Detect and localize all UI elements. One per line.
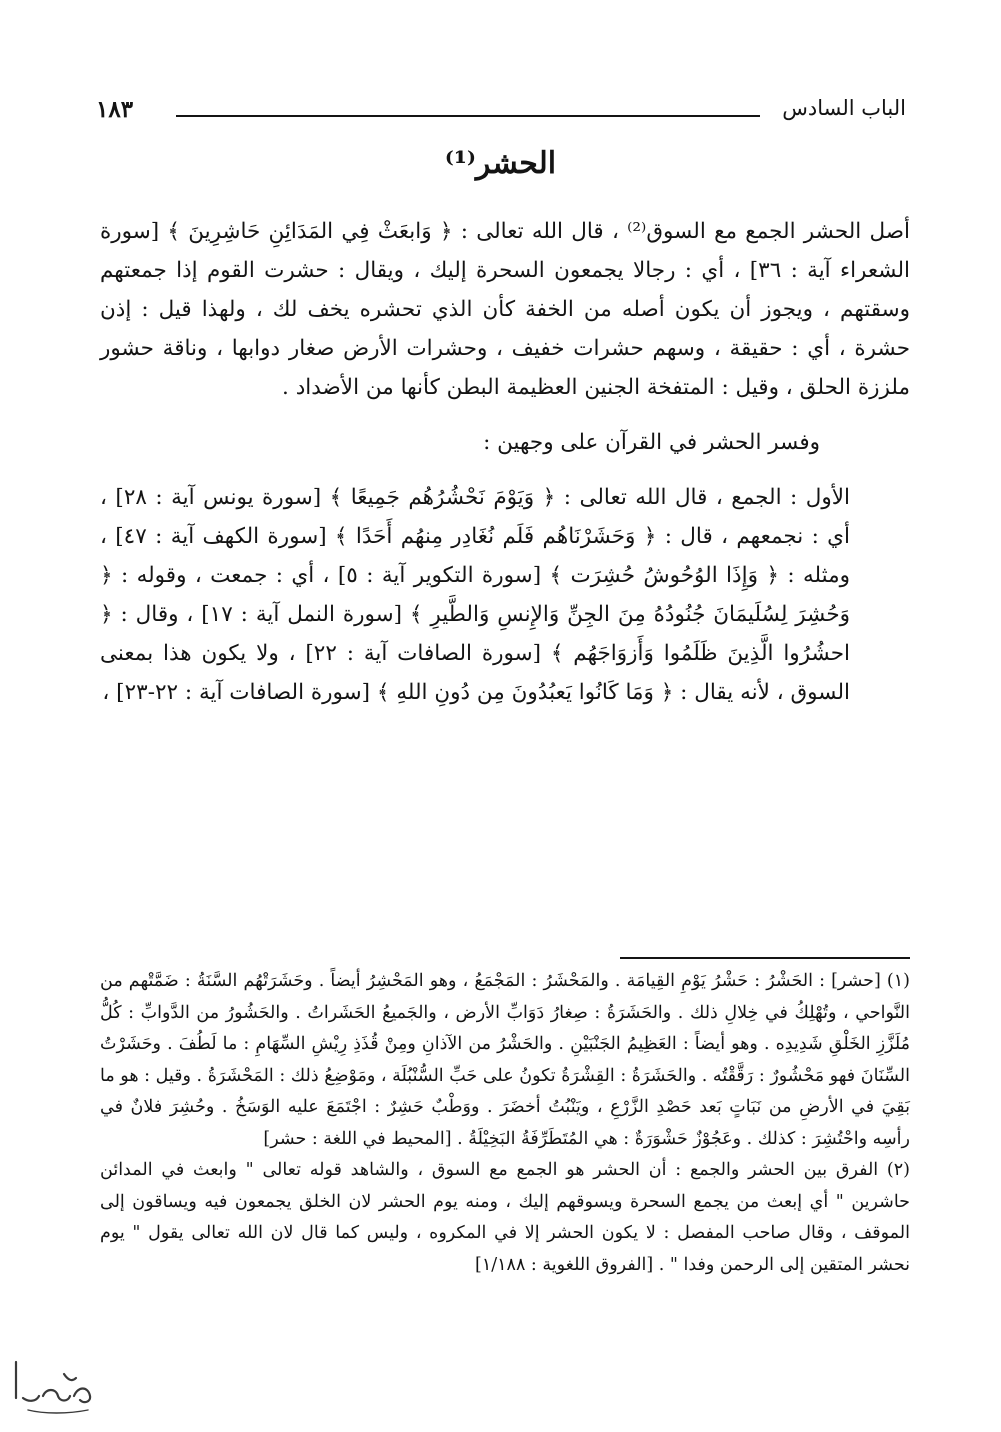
paragraph-gap — [100, 407, 910, 423]
paragraph-origin: أصل الحشر الجمع مع السوق⁽²⁾ ، قال الله تعالى : ﴿ وَابعَثْ فِي المَدَائِنِ حَاشِرِينَ ﴾ [سورة الشعراء آية : ٣٦] ، أي : رجالا يجمعون السحرة إليك ، ويقال : حشرت القوم إذا جمعتهم وسقتهم ، ويجوز أن يكون أصله من الخفة كأن الذي تحشره يخف لك ، ولهذا قيل : إذن حشرة ، أي : حقيقة ، وسهم حشرات خفيف ، وحشرات الأرض صغار دوابها ، وناقة حشور ملززة الحلق ، وقيل : المتفخة الجنين العظيمة البطن كأنها من الأضداد . — [100, 219, 910, 400]
footnote-2: (٢) الفرق بين الحشر والجمع : أن الحشر هو الجمع مع السوق ، والشاهد قوله تعالى " وابعث في المدائن حاشرين " أي إبعث من يجمع السحرة ويسوقهم إليك ، ومنه يوم الحشر لان الخلق يجمعون فيه ويساقون إلى الموقف ، وقال صاحب المفصل : لا يكون الحشر إلا في المكروه ، وليس كما قال لان الله تعالى يقول " يوم نحشر المتقين إلى الرحمن وفدا " . [الفروق اللغوية : ١/١٨٨] — [100, 1160, 910, 1275]
paragraph-gap — [100, 462, 910, 478]
page-header — [96, 96, 906, 126]
footnote-rule — [620, 957, 910, 959]
chapter-title: الباب السادس — [782, 96, 906, 120]
header-rule — [176, 115, 760, 117]
paragraph-interpretation-intro: وفسر الحشر في القرآن على وجهين : — [483, 430, 820, 455]
page-number: ١٨٣ — [96, 96, 134, 123]
footnotes — [100, 966, 910, 1281]
paragraph-first-meaning: الأول : الجمع ، قال الله تعالى : ﴿ وَيَوْمَ نَحْشُرُهُم جَمِيعًا ﴾ [سورة يونس آية : ٢٨] ، أي : نجمعهم ، قال : ﴿ وَحَشَرْنَاهُم فَلَم نُغَادِر مِنهُم أَحَدًا ﴾ [سورة الكهف آية : ٤٧] ، ومثله : ﴿ وَإِذَا الوُحُوشُ حُشِرَت ﴾ [سورة التكوير آية : ٥] ، أي : جمعت ، وقوله : ﴿ وَحُشِرَ لِسُلَيمَانَ جُنُودُهُ مِنَ الجِنِّ وَالإِنسِ وَالطَّيرِ ﴾ [سورة النمل آية : ١٧] ، وقال : ﴿ احشُرُوا الَّذِينَ ظَلَمُوا وَأَزوَاجَهُم ﴾ [سورة الصافات آية : ٢٢] ، ولا يكون هذا بمعنى السوق ، لأنه يقال : ﴿ وَمَا كَانُوا يَعبُدُونَ مِن دُونِ اللهِ ﴾ [سورة الصافات آية : ٢٢-٢٣] ، — [100, 485, 850, 705]
footnote-1: (١) [حشر] : الحَشْرُ : حَشْرُ يَوْمِ القِيامَة . والمَحْشَرُ : المَجْمَعُ ، وهو المَحْشِرُ أيضاً . وحَشَرَتْهُم السَّنَةُ : ضَمَّتْهم من النَّواحي ، وتُهْلِكُ في خِلالِ ذلك . والحَشَرَةُ : صِغارُ دَوَابِّ الأرض ، والجَميعُ الحَشَراتُ . والحَشُورُ من الدَّوابِّ : كُلُّ مُلَزَّزِ الخَلْقِ شَدِيدِه . وهو أيضاً : العَظِيمُ الجَنْبَيْنِ . والحَشْرُ من الآذانِ ومِنْ قُذَذِ رِيْشِ السِّهَامِ : ما لَطُفَ . وحَشَرْتُ السِّنَانَ فهو مَحْشُورٌ : رَقَّقْتُه . والحَشَرَةُ : القِشْرَةُ تكونُ على حَبِّ السُّنْبُلَة ، ومَوْضِعُ ذلك : المَحْشَرَةُ . وقيل : هو ما بَقِيَ في الأرضِ من نَبَاتٍ بَعد حَصْدِ الزَّرْعِ ، ويَنْبُتُ أخضَرَ . ووَطْبٌ حَشِرٌ : اجْتَمَعَ عليه الوَسَخُ . وحُشِرَ فلانٌ في رأسِه واحْتُشِرَ : كذلك . وعَجُوْزٌ حَشْوَرَةٌ : هي المُتَطَرِّفَةُ البَخِيْلَةُ . [المحيط في اللغة : حشر] — [100, 971, 910, 1149]
section-title: الحشر⁽¹⁾ — [444, 146, 557, 181]
main-text — [100, 212, 910, 712]
watermark-logo — [6, 1352, 98, 1420]
